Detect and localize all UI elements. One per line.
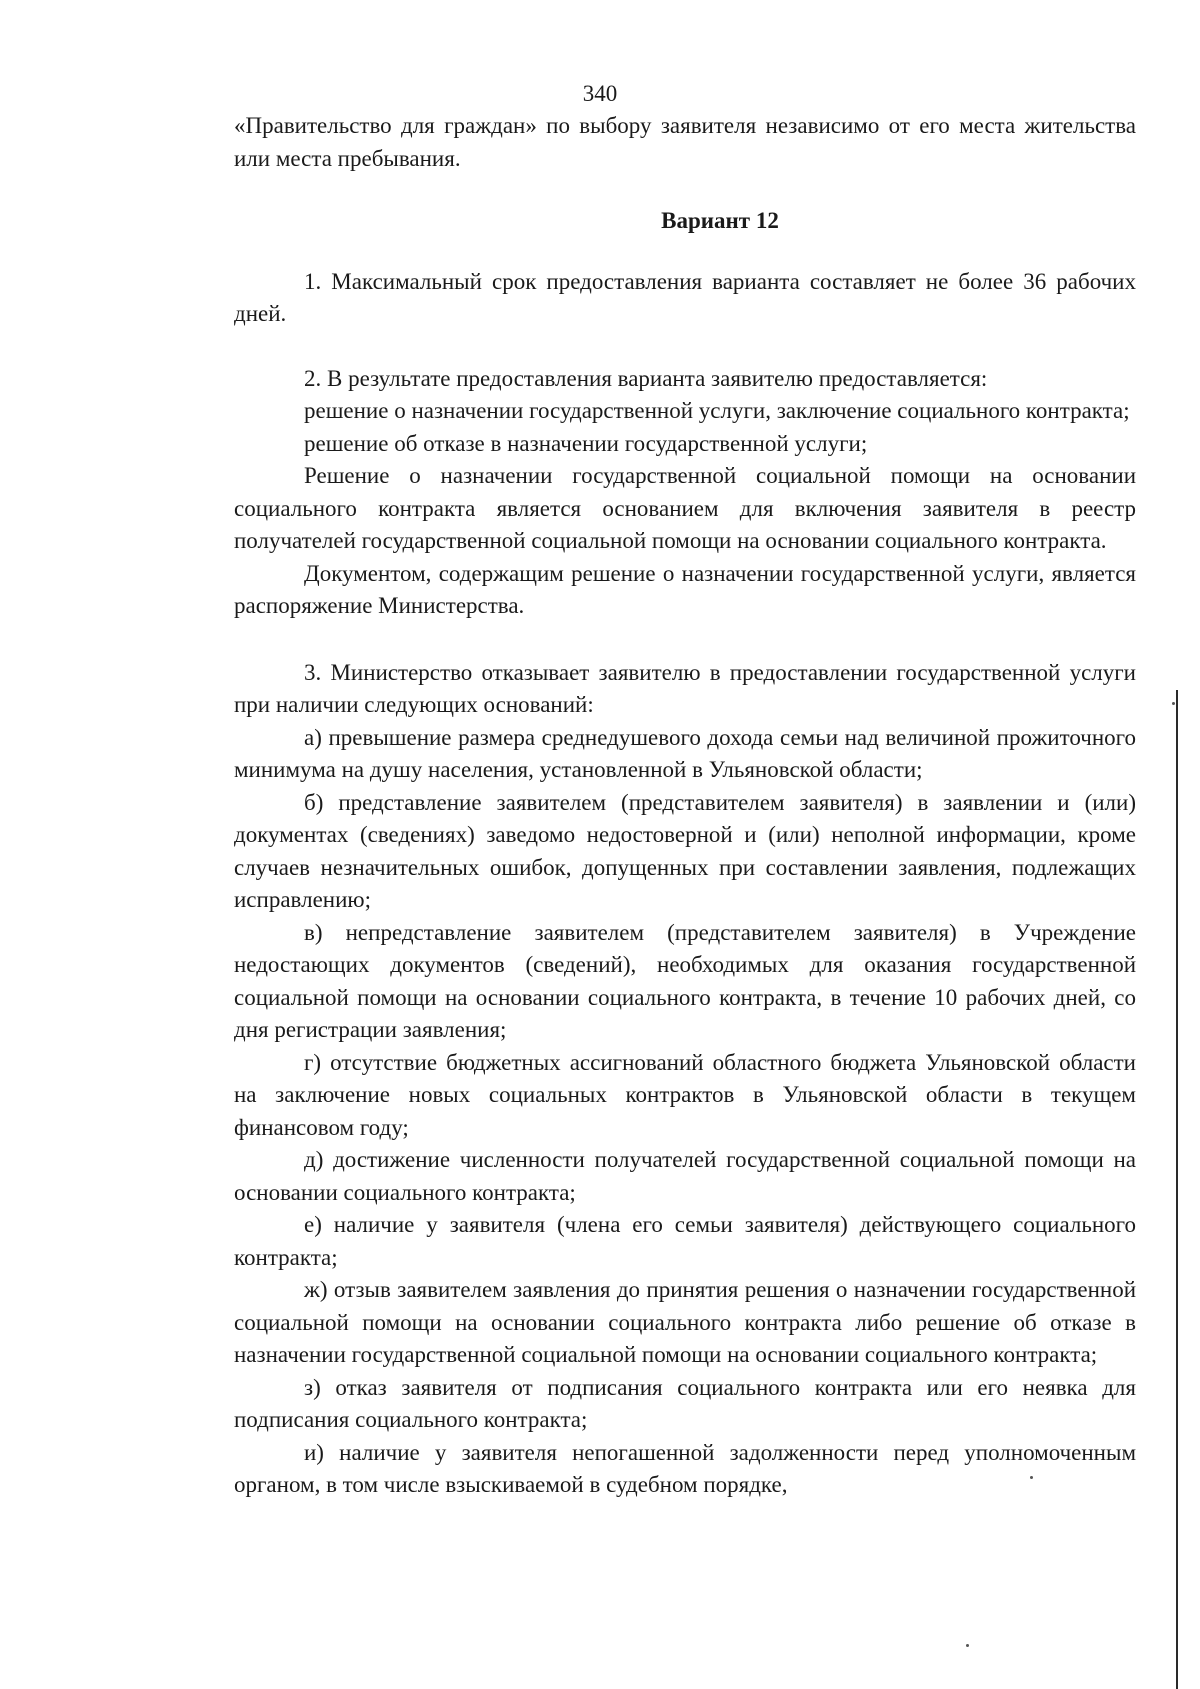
paragraph-2: 2. В результате предоставления варианта заявителю предоставляется: (304, 365, 988, 391)
paragraph-3h: з) отказ заявителя от подписания социального контракта или его неявка для подписания социального контракта; (234, 1374, 1136, 1432)
paragraph-3a: а) превышение размера среднедушевого дохода семьи над величиной прожиточного минимума на душу населения, установленной в Ульяновской области; (234, 724, 1136, 782)
paragraph-3: 3. Министерство отказывает заявителю в предоставлении государственной услуги при наличии следующих оснований: (234, 659, 1136, 717)
paragraph-3g: ж) отзыв заявителем заявления до принятия решения о назначении государственной социальной помощи на основании социального контракта либо решение об отказе в назначении государственной социальной помощи на основании социального контракта; (234, 1277, 1136, 1367)
scan-speck (1172, 702, 1175, 705)
paragraph-2c: Решение о назначении государственной социальной помощи на основании социального контракта является основанием для включения заявителя в реестр получателей государственной социальной помощи на основании социального контракта. (234, 463, 1136, 553)
document-body (234, 110, 1136, 1502)
paragraph-2b: решение об отказе в назначении государственной услуги; (304, 430, 868, 456)
paragraph-3e: д) достижение численности получателей государственной социальной помощи на основании социального контракта; (234, 1147, 1136, 1205)
section-heading: Вариант 12 (661, 208, 779, 233)
paragraph-3d: г) отсутствие бюджетных ассигнований областного бюджета Ульяновской области на заключение новых социальных контрактов в Ульяновской области в текущем финансовом году; (234, 1049, 1136, 1140)
paragraph-3f: е) наличие у заявителя (члена его семьи заявителя) действующего социального контракта; (234, 1212, 1136, 1270)
paragraph-2a: решение о назначении государственной услуги, заключение социального контракта; (304, 398, 1130, 423)
scan-speck (966, 1644, 969, 1647)
scan-edge-line (1176, 690, 1178, 1689)
paragraph-1: 1. Максимальный срок предоставления варианта составляет не более 36 рабочих дней. (234, 268, 1136, 326)
paragraph-2d: Документом, содержащим решение о назначении государственной услуги, является распоряжение Министерства. (234, 560, 1136, 618)
page-number: 340 (582, 81, 618, 106)
paragraph-3b: б) представление заявителем (представителем заявителя) в заявлении и (или) документах (сведениях) заведомо недостоверной и (или) неполной информации, кроме случаев незначительных ошибок, допущенных при составлении заявления, подлежащих исправлению; (234, 789, 1136, 912)
paragraph-3i: и) наличие у заявителя непогашенной задолженности перед уполномоченным органом, в том числе взыскиваемой в судебном порядке, (234, 1439, 1136, 1497)
intro-paragraph: «Правительство для граждан» по выбору заявителя независимо от его места жительства или места пребывания. (234, 113, 1136, 171)
paragraph-3c: в) непредставление заявителем (представителем заявителя) в Учреждение недостающих документов (сведений), необходимых для оказания государственной социальной помощи на основании социального контракта, в течение 10 рабочих дней, со дня регистрации заявления; (234, 919, 1136, 1042)
scan-speck (1030, 1476, 1033, 1479)
